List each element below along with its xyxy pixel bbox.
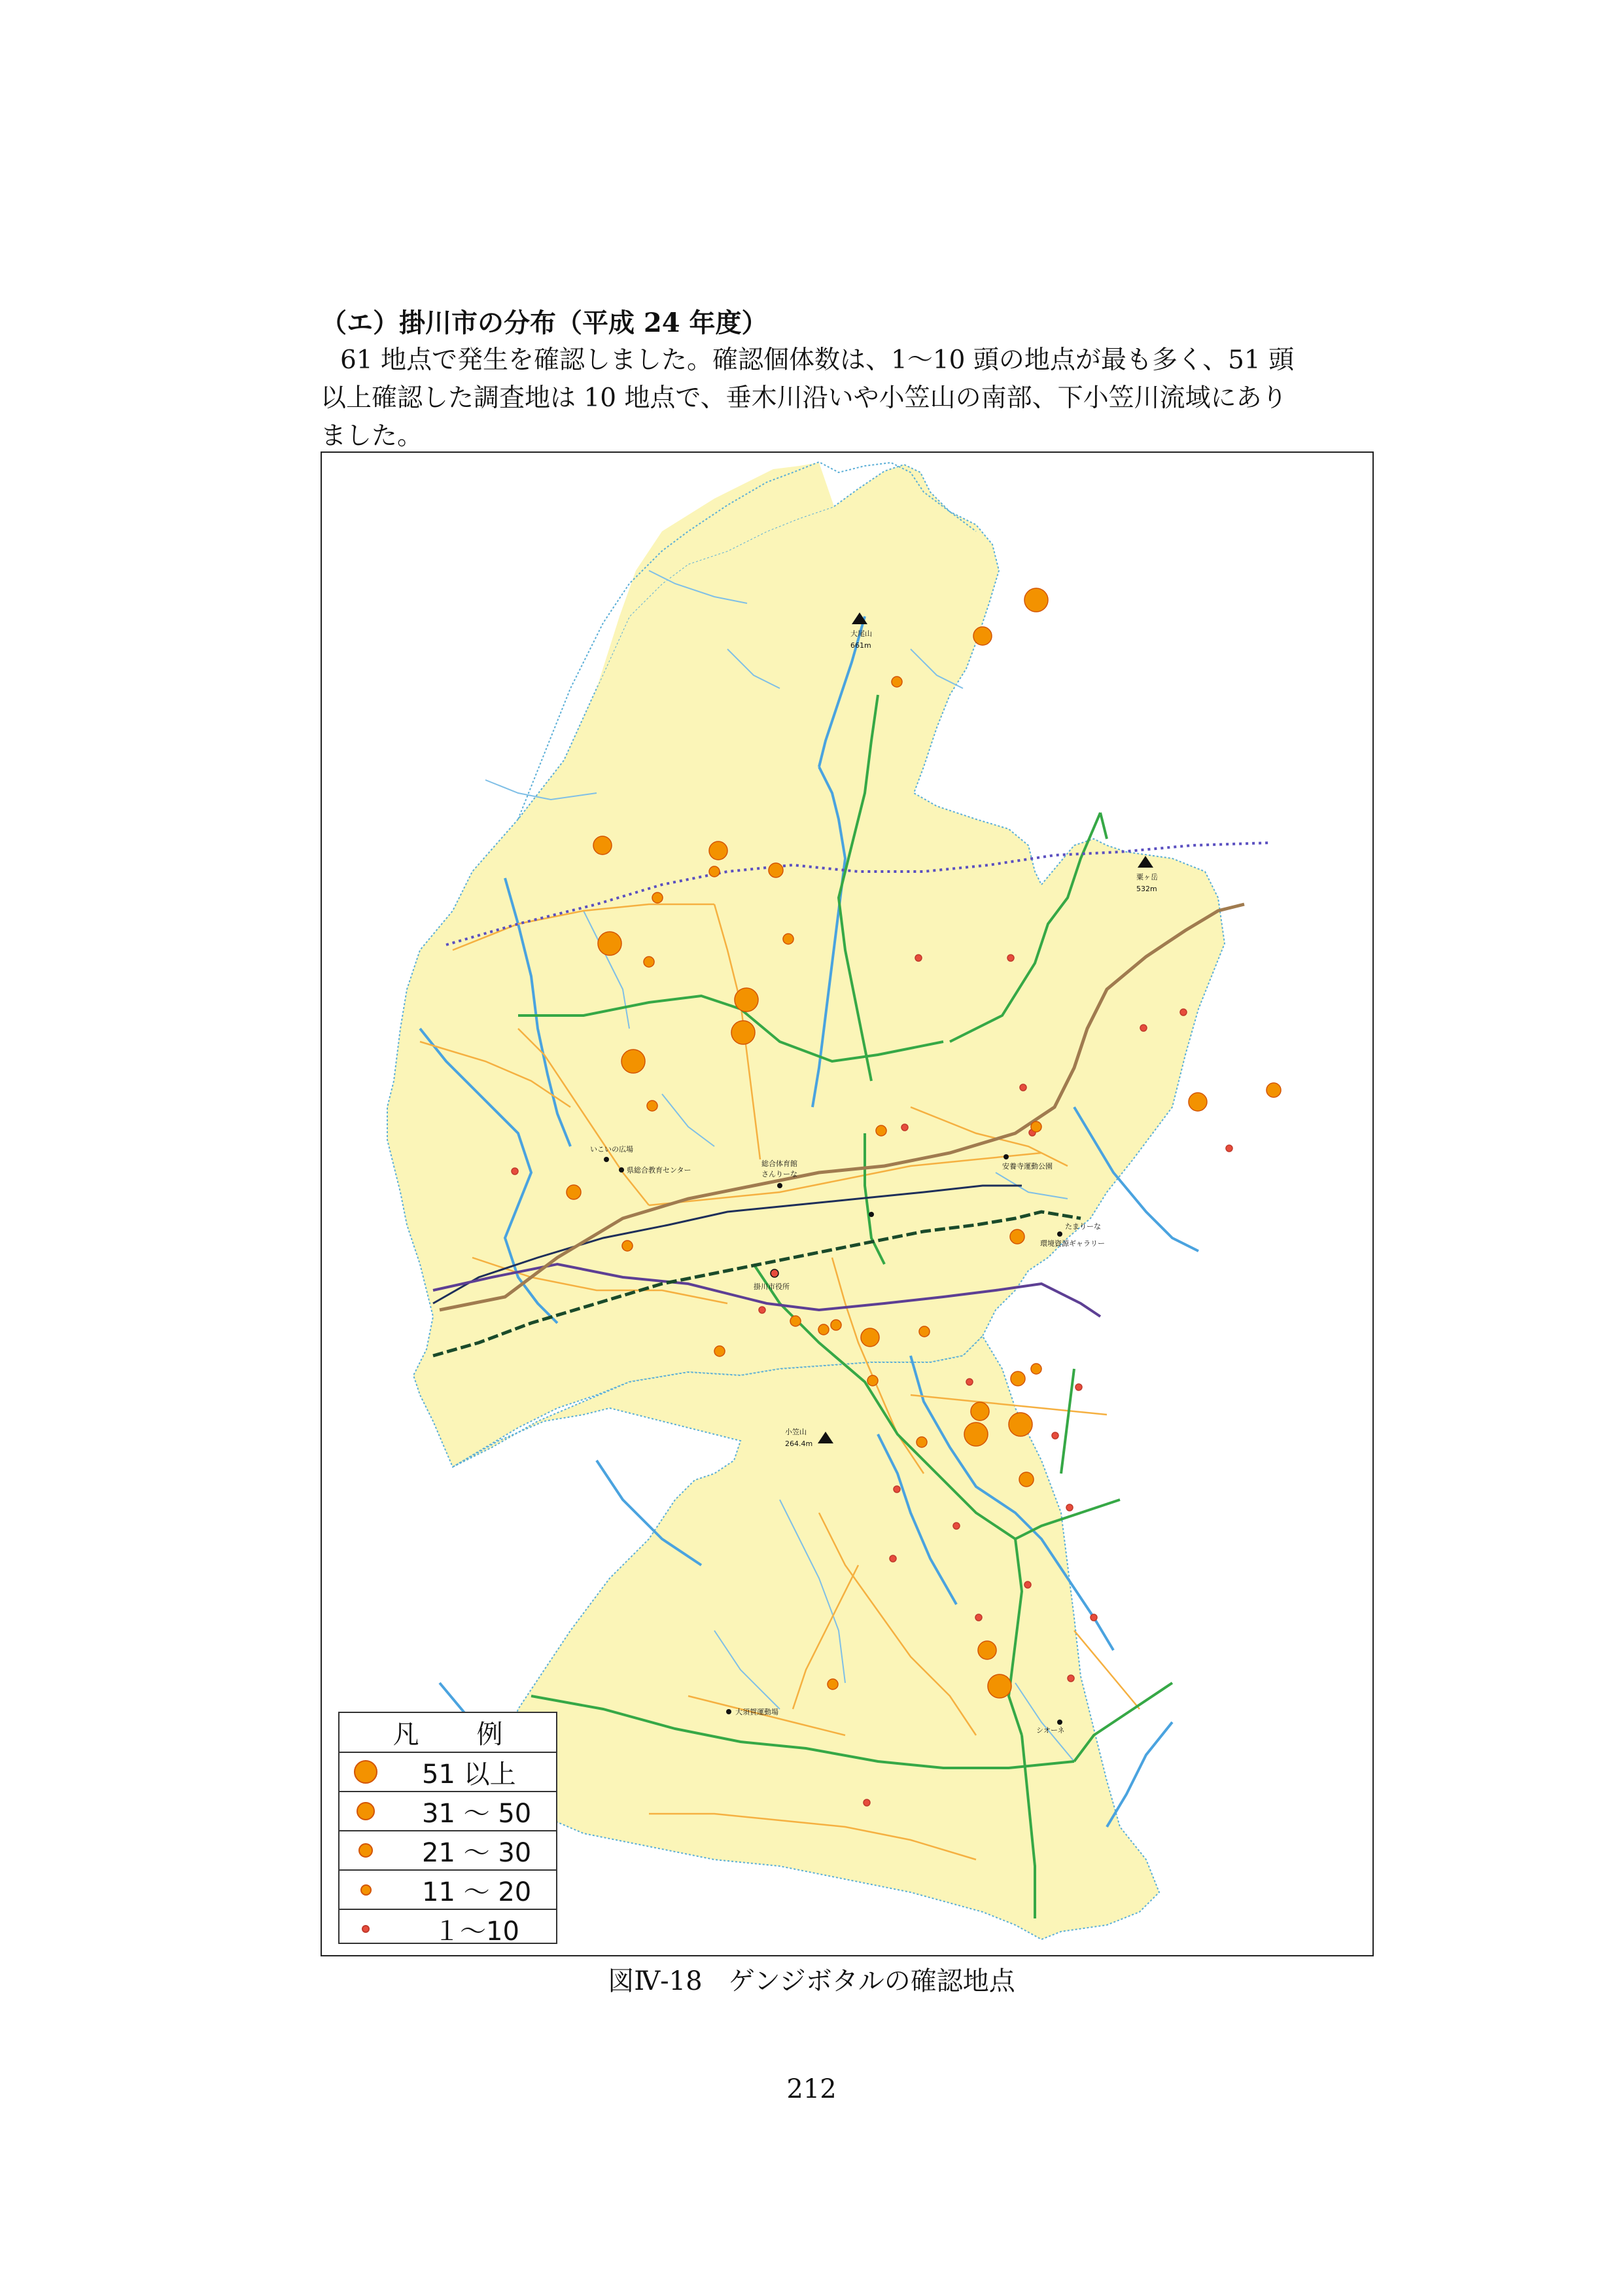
marker-21-30 [358,1843,373,1858]
marker-51-plus [354,1760,377,1784]
legend-label: 31 ～ 50 [422,1798,532,1829]
city-area-south [453,1336,1159,1939]
map-legend [338,1712,557,1947]
marker-11-20 [360,1884,372,1896]
firefly-site-marker [512,1168,518,1174]
firefly-site-marker [1031,1122,1041,1132]
elevation-label: 264.4m [785,1439,813,1448]
mountain-label: 小笠山 [785,1428,807,1436]
marker-1-10 [362,1925,370,1933]
firefly-site-marker [621,1050,645,1073]
firefly-site-marker [890,1555,896,1562]
body-line-2: 以上確認した調査地は 10 地点で、垂木川沿いや小笠山の南部、下小笠川流域にあり [321,383,1287,413]
firefly-site-marker [790,1316,801,1326]
firefly-site-marker [818,1324,829,1335]
firefly-site-marker [916,1437,927,1447]
legend-row [340,1910,556,1948]
firefly-site-marker [1052,1432,1058,1439]
firefly-site-marker [735,988,758,1012]
firefly-site-marker [876,1125,886,1136]
body-line-1: 61 地点で発生を確認しました。確認個体数は、1～10 頭の地点が最も多く、51 頭 [340,345,1295,375]
firefly-site-marker [714,1346,725,1356]
firefly-site-marker [894,1486,900,1492]
firefly-site-marker [598,932,621,955]
firefly-site-marker [593,836,612,855]
firefly-site-marker [1226,1145,1232,1152]
svg-text:環境資源ギャラリー: 環境資源ギャラリー [1040,1239,1105,1248]
svg-text:たまりーな: たまりーな [1065,1222,1101,1231]
firefly-site-marker [644,957,654,967]
firefly-site-marker [1068,1675,1074,1682]
legend-label: 51 以上 [422,1759,516,1790]
firefly-site-marker [1266,1083,1281,1097]
svg-text:いこいの広場: いこいの広場 [590,1145,633,1154]
elevation-label: 532m [1136,885,1157,893]
firefly-site-marker [1011,1371,1025,1386]
firefly-site-marker [1009,1413,1032,1436]
firefly-site-marker [919,1326,930,1337]
firefly-site-marker [1019,1472,1034,1487]
firefly-site-marker [567,1185,581,1199]
legend-label: １～10 [434,1916,519,1947]
firefly-site-marker [892,677,902,687]
firefly-site-marker [1075,1384,1082,1390]
firefly-site-marker [759,1307,765,1313]
svg-text:さんりーな: さんりーな [761,1170,797,1178]
figure-caption: 図Ⅳ-18 ゲンジボタルの確認地点 [608,1966,1015,1996]
firefly-site-marker [901,1124,908,1131]
section-heading: （エ）掛川市の分布（平成 24 年度） [321,308,768,338]
svg-text:掛川市役所: 掛川市役所 [754,1282,790,1291]
marker-31-50 [357,1802,375,1820]
firefly-site-marker [709,866,720,877]
firefly-site-marker [652,892,663,903]
svg-text:大須賀運動場: 大須賀運動場 [735,1708,778,1716]
firefly-site-marker [769,863,783,877]
firefly-site-marker [622,1241,633,1251]
legend-row [340,1831,556,1871]
firefly-site-marker [1020,1084,1026,1091]
firefly-site-marker [971,1402,989,1421]
firefly-site-marker [978,1641,996,1659]
svg-text:安養寺運動公園: 安養寺運動公園 [1002,1162,1053,1171]
firefly-site-marker [864,1799,870,1806]
firefly-site-marker [973,627,992,645]
page-number: 212 [786,2074,837,2104]
firefly-site-marker [731,1021,755,1044]
firefly-site-marker [867,1375,878,1386]
elevation-label: 661m [850,641,871,650]
firefly-site-marker [966,1379,973,1385]
firefly-site-marker [1007,955,1014,961]
facility-education-center [619,1165,691,1174]
legend-title: 凡 例 [340,1713,556,1753]
mountain-label: 粟ヶ岳 [1136,873,1158,881]
firefly-site-marker [831,1320,841,1330]
svg-text:総合体育館: 総合体育館 [761,1159,797,1168]
firefly-site-marker [915,955,922,961]
firefly-distribution-map [321,451,1374,1956]
mountain-label: 大尾山 [850,629,872,638]
firefly-site-marker [861,1328,879,1347]
firefly-site-marker [1180,1009,1187,1016]
firefly-site-marker [1140,1025,1147,1031]
firefly-site-marker [783,934,794,944]
firefly-site-marker [1031,1364,1041,1374]
firefly-site-marker [828,1679,838,1689]
firefly-site-marker [1024,588,1048,612]
body-line-3: ました。 [321,421,423,451]
firefly-site-marker [975,1614,982,1621]
legend-label: 11 ～ 20 [422,1877,532,1907]
legend-label: 21 ～ 30 [422,1837,532,1868]
legend-row [340,1753,556,1792]
firefly-site-marker [1024,1581,1031,1588]
firefly-site-marker [647,1101,657,1111]
svg-text:県総合教育センター: 県総合教育センター [627,1166,691,1174]
firefly-site-marker [964,1422,988,1446]
firefly-site-marker [1010,1229,1024,1244]
firefly-site-marker [1189,1093,1207,1111]
firefly-site-marker [1091,1614,1097,1621]
legend-row [340,1792,556,1831]
firefly-site-marker [953,1523,960,1529]
firefly-site-marker [988,1674,1011,1698]
firefly-site-marker [1066,1504,1073,1511]
firefly-site-marker [709,841,727,860]
svg-text:シオーネ: シオーネ [1036,1726,1065,1735]
legend-row [340,1871,556,1910]
